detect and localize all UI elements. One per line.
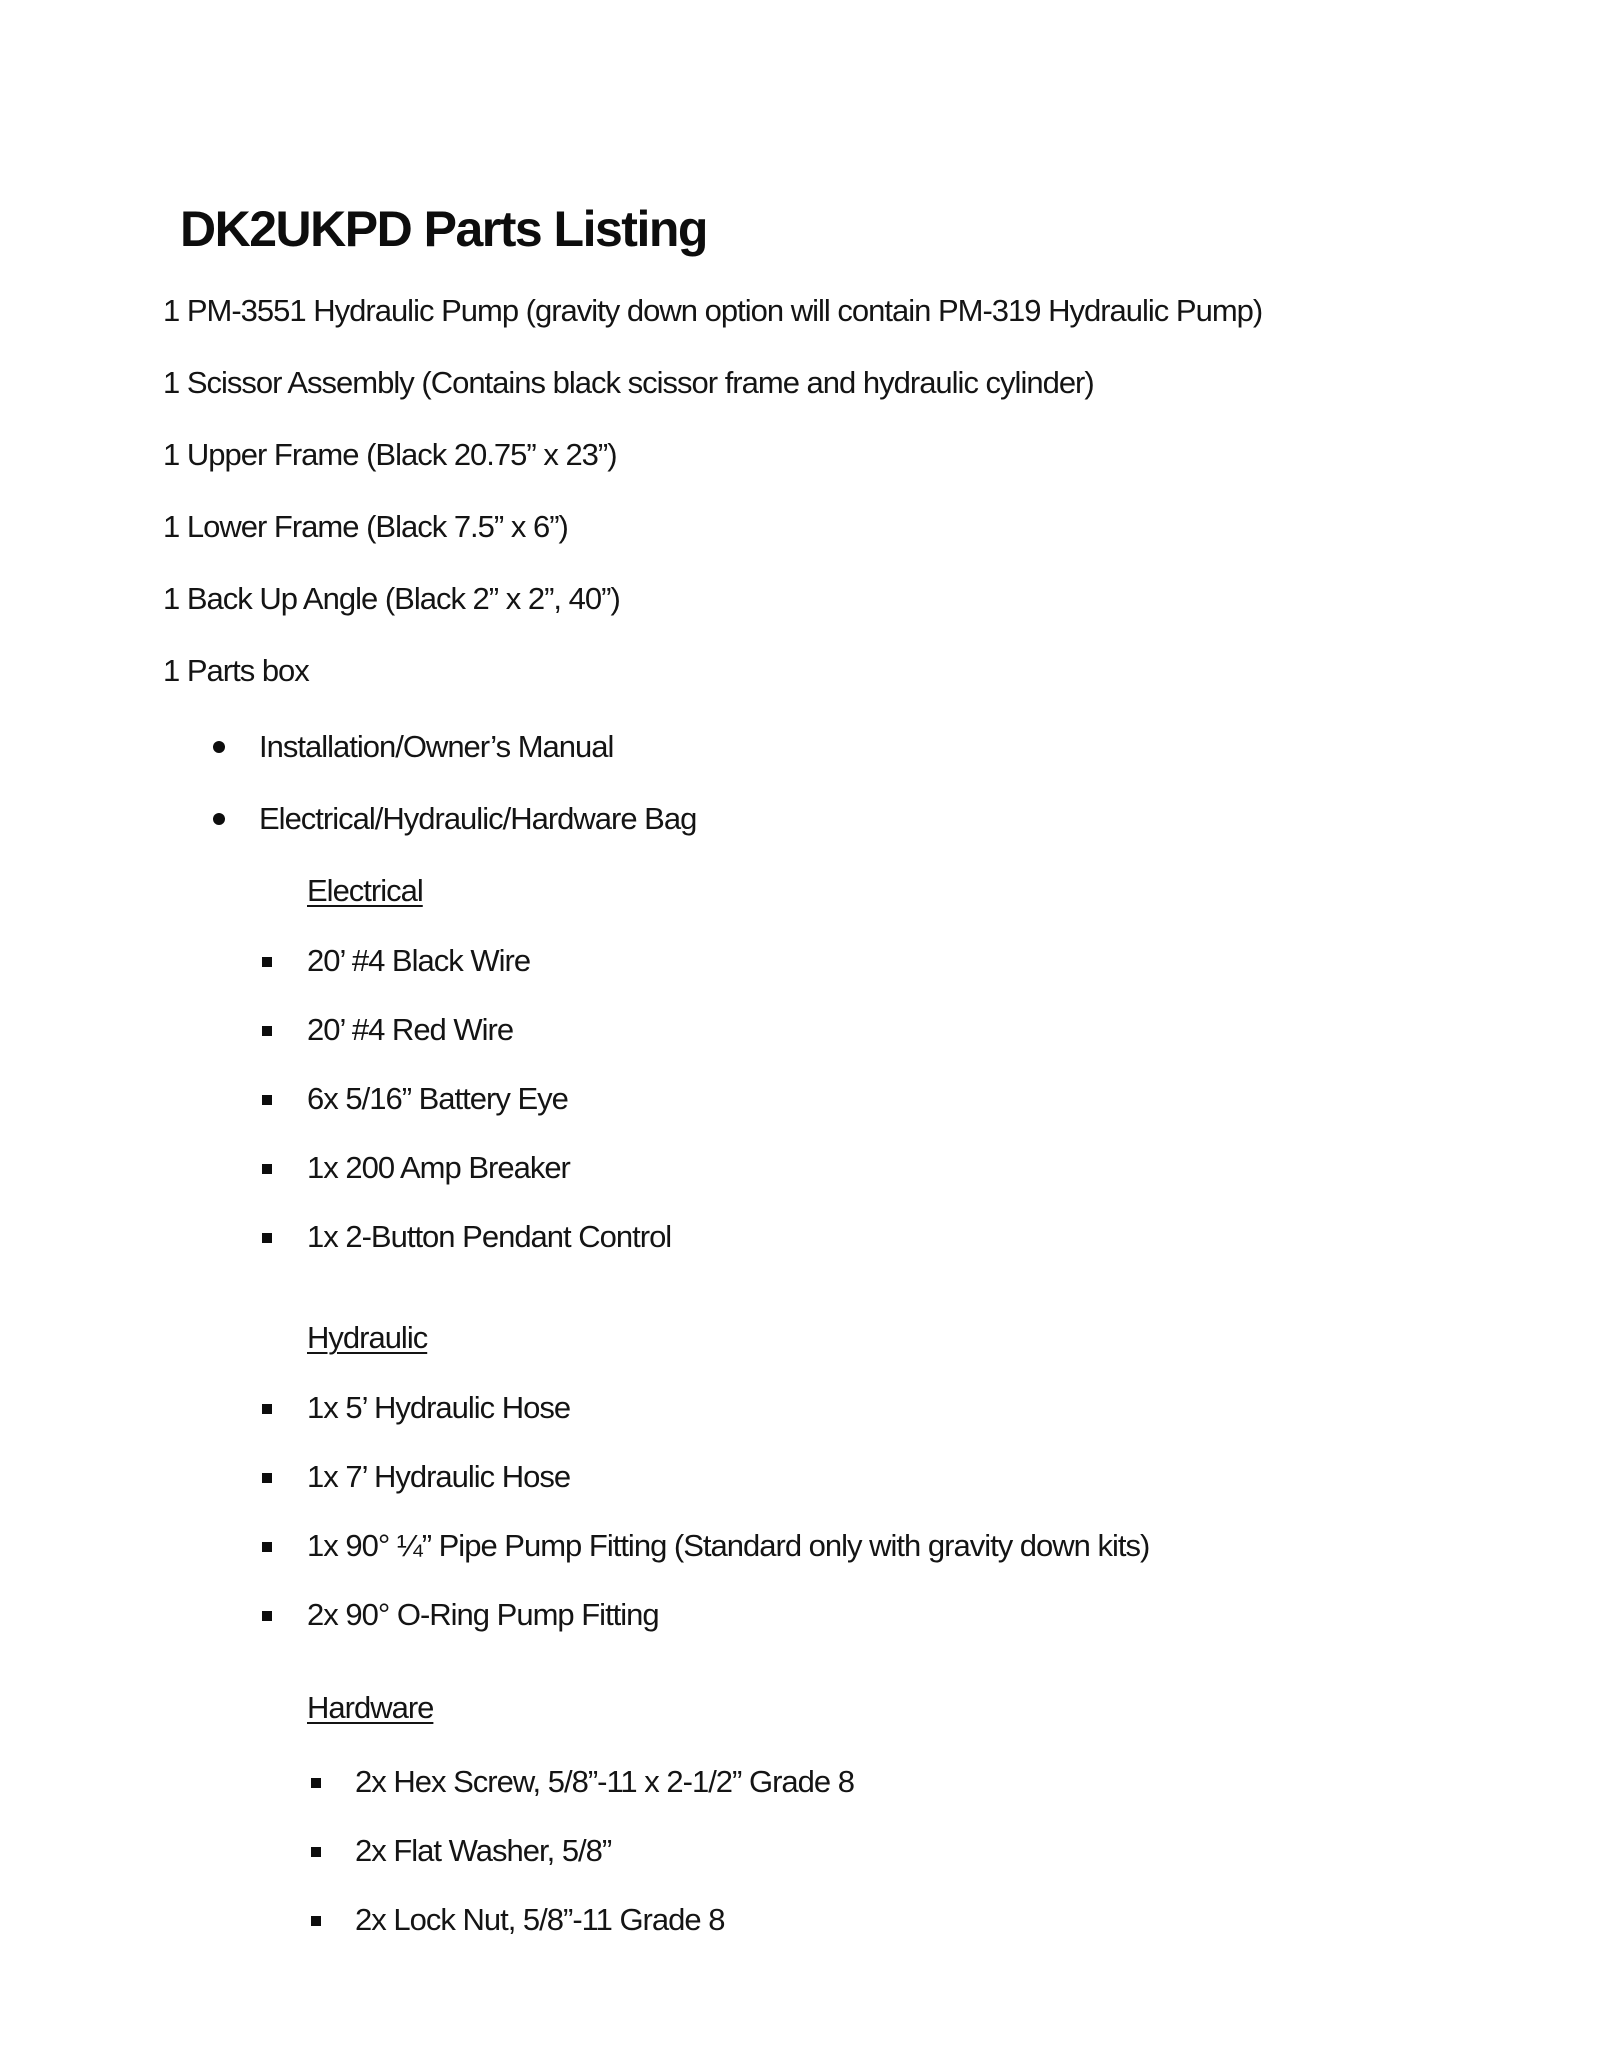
parts-line-lower-frame: 1 Lower Frame (Black 7.5” x 6”) — [163, 509, 568, 544]
list-item-hex-screw — [311, 1764, 1600, 1800]
list-item-label: Installation/Owner’s Manual — [259, 729, 614, 764]
list-item-label: 1x 5’ Hydraulic Hose — [307, 1390, 571, 1425]
bullet-square-icon — [262, 957, 272, 967]
list-item-label: 20’ #4 Red Wire — [307, 1012, 514, 1047]
list-item-oring-pump-fitting — [262, 1597, 1600, 1633]
list-item-lock-nut — [311, 1902, 1600, 1938]
bullet-square-icon — [262, 1404, 272, 1414]
list-item-label: Electrical/Hydraulic/Hardware Bag — [259, 801, 697, 836]
bullet-square-icon — [262, 1095, 272, 1105]
list-item-label: 20’ #4 Black Wire — [307, 943, 531, 978]
section-heading-hardware: Hardware — [307, 1690, 434, 1725]
list-item-label: 2x Flat Washer, 5/8” — [355, 1833, 612, 1868]
list-item-5ft-hose — [262, 1390, 1600, 1426]
list-item-flat-washer — [311, 1833, 1600, 1869]
list-item-label: 1x 7’ Hydraulic Hose — [307, 1459, 571, 1494]
bullet-square-icon — [262, 1164, 272, 1174]
bullet-square-icon — [262, 1233, 272, 1243]
parts-line-scissor-assembly: 1 Scissor Assembly (Contains black scissor frame and hydraulic cylinder) — [163, 365, 1094, 400]
section-heading-hydraulic: Hydraulic — [307, 1320, 428, 1355]
list-item-label: 1x 90° ¼” Pipe Pump Fitting (Standard only with gravity down kits) — [307, 1528, 1150, 1563]
bullet-square-icon — [262, 1542, 272, 1552]
bullet-square-icon — [262, 1473, 272, 1483]
list-item-label: 2x Hex Screw, 5/8”-11 x 2-1/2” Grade 8 — [355, 1764, 854, 1799]
list-item-label: 2x 90° O-Ring Pump Fitting — [307, 1597, 659, 1632]
list-item-label: 6x 5/16” Battery Eye — [307, 1081, 568, 1116]
parts-line-upper-frame: 1 Upper Frame (Black 20.75” x 23”) — [163, 437, 617, 472]
list-item-label: 1x 200 Amp Breaker — [307, 1150, 570, 1185]
list-item-battery-eye — [262, 1081, 1600, 1117]
bullet-dot-icon — [213, 741, 225, 753]
list-item-label: 1x 2-Button Pendant Control — [307, 1219, 672, 1254]
document-title: DK2UKPD Parts Listing — [180, 201, 707, 257]
list-item-pipe-pump-fitting — [262, 1528, 1600, 1564]
list-item-pendant-control — [262, 1219, 1600, 1255]
section-heading-electrical: Electrical — [307, 873, 423, 908]
list-item-owners-manual — [213, 729, 1600, 765]
parts-line-parts-box: 1 Parts box — [163, 653, 309, 688]
bullet-square-icon — [311, 1847, 321, 1857]
list-item-7ft-hose — [262, 1459, 1600, 1495]
parts-line-back-up-angle: 1 Back Up Angle (Black 2” x 2”, 40”) — [163, 581, 620, 616]
bullet-square-icon — [262, 1026, 272, 1036]
list-item-hardware-bag — [213, 801, 1600, 837]
parts-line-pump: 1 PM-3551 Hydraulic Pump (gravity down option will contain PM-319 Hydraulic Pump) — [163, 293, 1263, 328]
bullet-square-icon — [311, 1778, 321, 1788]
list-item-amp-breaker — [262, 1150, 1600, 1186]
bullet-square-icon — [311, 1916, 321, 1926]
list-item-label: 2x Lock Nut, 5/8”-11 Grade 8 — [355, 1902, 725, 1937]
bullet-square-icon — [262, 1611, 272, 1621]
list-item-black-wire — [262, 943, 1600, 979]
bullet-dot-icon — [213, 813, 225, 825]
list-item-red-wire — [262, 1012, 1600, 1048]
